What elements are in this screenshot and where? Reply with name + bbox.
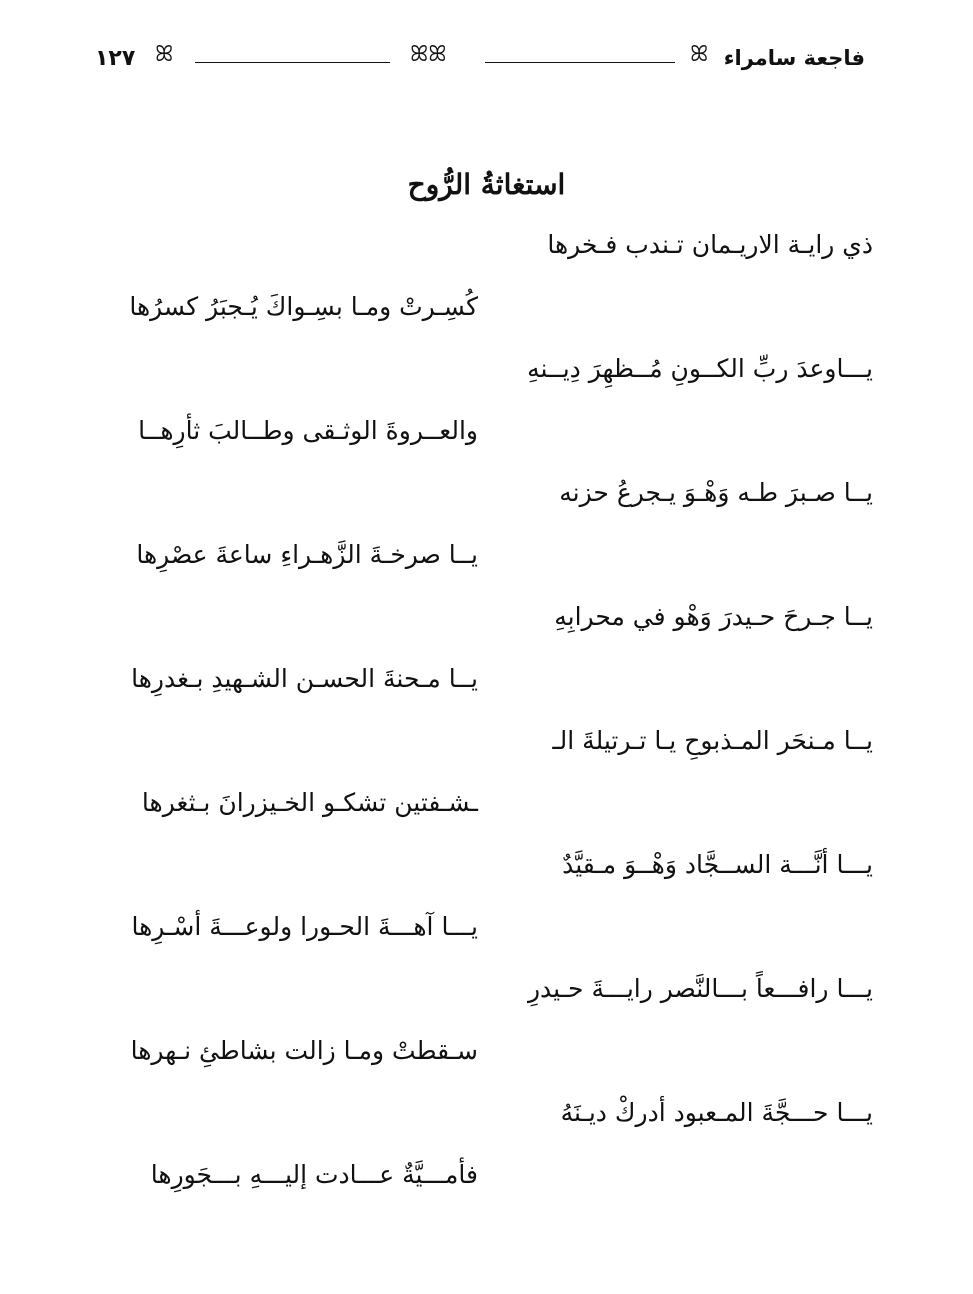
poem-title: استغاثةُ الرُّوح [407, 168, 566, 201]
verse-first-hemistich: ذي رايـة الاريـمان تـندب فـخرها [547, 230, 873, 259]
verse-second-hemistich: فأمـــيَّةٌ عـــادت إليـــهِ بـــجَورِها [150, 1160, 478, 1189]
page-number: ١٢٧ [95, 46, 136, 71]
verse-first-hemistich: يـــا حـــجَّةَ المـعبود أدركْ ديـنَهُ [560, 1098, 873, 1127]
verse-first-hemistich: يــا صـبرَ طـه وَهْـوَ يـجرعُ حزنه [559, 478, 873, 507]
verse-first-hemistich: يـــا رافـــعاً بـــالنَّصر رايـــةَ حـيدرِ [527, 974, 873, 1003]
verse-second-hemistich: والعــروةَ الوثـقى وطــالبَ ثأرِهــا [138, 416, 478, 445]
ornament-right-icon: ꕤ [690, 42, 709, 67]
header-rule [485, 62, 675, 63]
page-header [95, 40, 865, 80]
verse-second-hemistich: يـــا آهـــةَ الحـورا ولوعـــةَ أسْـرِها [131, 912, 478, 941]
ornament-left-icon: ꕤ [155, 42, 174, 67]
verse-first-hemistich: يــا مـنحَر المـذبوحِ يـا تـرتيلةَ الـ [552, 726, 873, 755]
verse-second-hemistich: كُسِـرتْ ومـا بسِـواكَ يُـجبَرُ كسرُها [129, 292, 478, 321]
verse-first-hemistich: يـــا أنَّـــة الســجَّاد وَهْــوَ مـقيَّدٌ [562, 850, 873, 879]
verse-first-hemistich: يــا جـرحَ حـيدرَ وَهْو في محرابِهِ [554, 602, 873, 631]
verse-second-hemistich: يــا صرخـةَ الزَّهـراءِ ساعةَ عصْرِها [136, 540, 478, 569]
verse-second-hemistich: ـشـفتين تشكـو الخـيزرانَ بـثغرها [141, 788, 478, 817]
verse-second-hemistich: يــا مـحنةَ الحسـن الشـهيدِ بـغدرِها [131, 664, 478, 693]
verse-second-hemistich: سـقطتْ ومـا زالت بشاطئِ نـهرها [130, 1036, 478, 1065]
running-title: فاجعة سامراء [723, 46, 865, 70]
ornament-center-icon: ꕤꕤ [410, 42, 447, 67]
header-rule [195, 62, 390, 63]
verse-first-hemistich: يـــاوعدَ ربِّ الكــونِ مُــظهِرَ دِيــنهِ [527, 354, 873, 383]
